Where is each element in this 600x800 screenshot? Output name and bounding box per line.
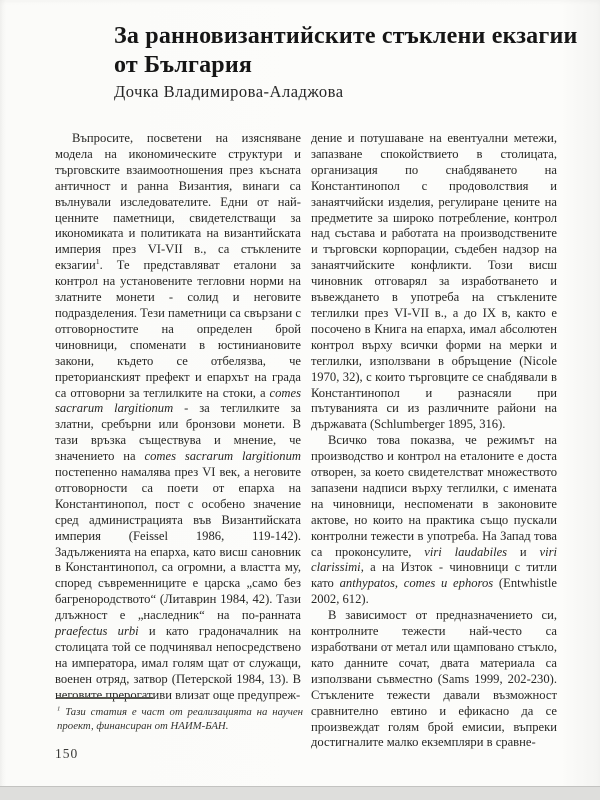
paragraph: [55, 131, 301, 704]
text-segment: - за теглилките за златни, сребърни или бронзови монети. В тази връзка съществува и мнение, че значението на: [55, 401, 302, 464]
text-segment: постепенно намалява през VI век, а неговите отговорности са поети от епарха на Константинопол, пост с особено значение сред администрацията във Византийската империя (Feissel 1986, 119-142). Задълженията на епарха, като висш сановник в Константинопол, са огромни, а властта му, според съвременниците е царска „само без багренородството“ (Литаврин 1984, 42). Тази длъжност е „наследник“ на по-ранната: [55, 465, 301, 623]
text-segment: . Те представляват еталони за контрол на установените тегловни норми на златните монети - солид и неговите подразделения. Тези паметници са свързани с отговорностите на определен брой чиновници, споменати в юстиниановите закони, където се отбелязва, че преторианският префект и епархът на града са отговорни за теглилките на стоки, а: [55, 258, 301, 400]
footnote-marker: 1: [57, 705, 61, 713]
footnote-separator-rule: [57, 697, 153, 699]
text-segment: Въпросите, посветени на изясняване модела на икономическите структури и търговските взаимоотношения през късната античност и ранна Византия, винаги са вълнували изследователите. Едни от най-ценните паметници, свидетелстващи за икономиката и политиката на византийската империя през VI-VII в., са стъклените екзагии: [55, 131, 301, 273]
page-number: 150: [55, 746, 79, 761]
paragraph: [311, 608, 557, 751]
article-title: [114, 22, 578, 81]
article-title-line-2: от България: [114, 52, 253, 79]
footnote-marker: 1: [95, 257, 100, 267]
text-segment: viri laudabiles: [424, 544, 508, 559]
text-segment: дение и потушаване на евентуални метежи, запазване спокойствието в столицата, организация по снабдяването на Константинопол с продоволствия и занаятчийски изделия, регулиране цените на предметите за широко потребление, контрол над състава и работата на производствените и търговски корпорации, съдебен надзор на занаятчийските конфликти. Този висш чиновник отговарял за изработването и въвеждането в употреба на стъклените теглилки през VI-VII в., а до IX в, както е посочено в Книга на епарха, имал абсолютен контрол върху всички форми на мерки и теглилки, използвани в обръщение (Nicole 1970, 32), с които търговците се снабдявали в Константинопол и разнасяли при пътуванията си из различните райони на държавата (Schlumberger 1895, 316).: [311, 131, 557, 432]
footnote-block: [57, 697, 303, 733]
text-segment: viri clarissimi: [311, 544, 557, 575]
text-segment: и: [507, 544, 540, 559]
paragraph: [311, 433, 557, 608]
right-column: [311, 131, 557, 751]
text-segment: Всичко това показва, че режимът на производство и контрол на еталоните е доста отворен, за което свидетелстват множеството запазени надписи върху теглилки, с имената на чиновници, неспоменати в законовите актове, но които на практика също пускали контролни тежести в употреба. На Запад това са проконсулите,: [311, 433, 557, 559]
text-segment: Тази статия е част от реализацията на научен проект, финансиран от НАИМ-БАН.: [57, 706, 303, 732]
text-segment: (Entwhistle 2002, 612).: [311, 576, 557, 607]
text-segment: comes sacrarum largitionum: [55, 385, 301, 416]
text-segment: anthypatos, comes и ephoros: [339, 576, 494, 591]
left-column: [55, 131, 301, 751]
text-segment: praefectus urbi: [55, 624, 139, 639]
text-segment: и като градоначалник на столицата той се подчинявал непосредствено на императора, имал голям щат от служащи, военен отряд, затвор (Петерской 1984, 13). В неговите прерогативи влизат още предупреж-: [55, 624, 301, 702]
article-title-line-1: За ранновизантийските стъклени екзагии: [114, 23, 578, 50]
page-bottom-scan-edge: [0, 786, 600, 800]
two-column-body: [55, 131, 557, 751]
paragraph: [311, 131, 557, 433]
text-segment: comes sacrarum largitionum: [144, 449, 301, 464]
footnote-text: [57, 706, 303, 733]
author-name: Дочка Владимирова-Аладжова: [114, 82, 344, 101]
text-segment: , а на Изток - чиновници с титли като: [311, 560, 557, 591]
text-segment: В зависимост от предназначението си, контролните тежести най-често са изработвани от метал или щамповано стъкло, като данните сочат, двата материала са използвани съвместно (Sams 1999, 202-230). Стъклените тежести давали възможност сравнително евтино и ефикасно да се произвеждат голям брой емисии, въпреки достигналите малко екземпляри в сравне-: [311, 608, 557, 750]
